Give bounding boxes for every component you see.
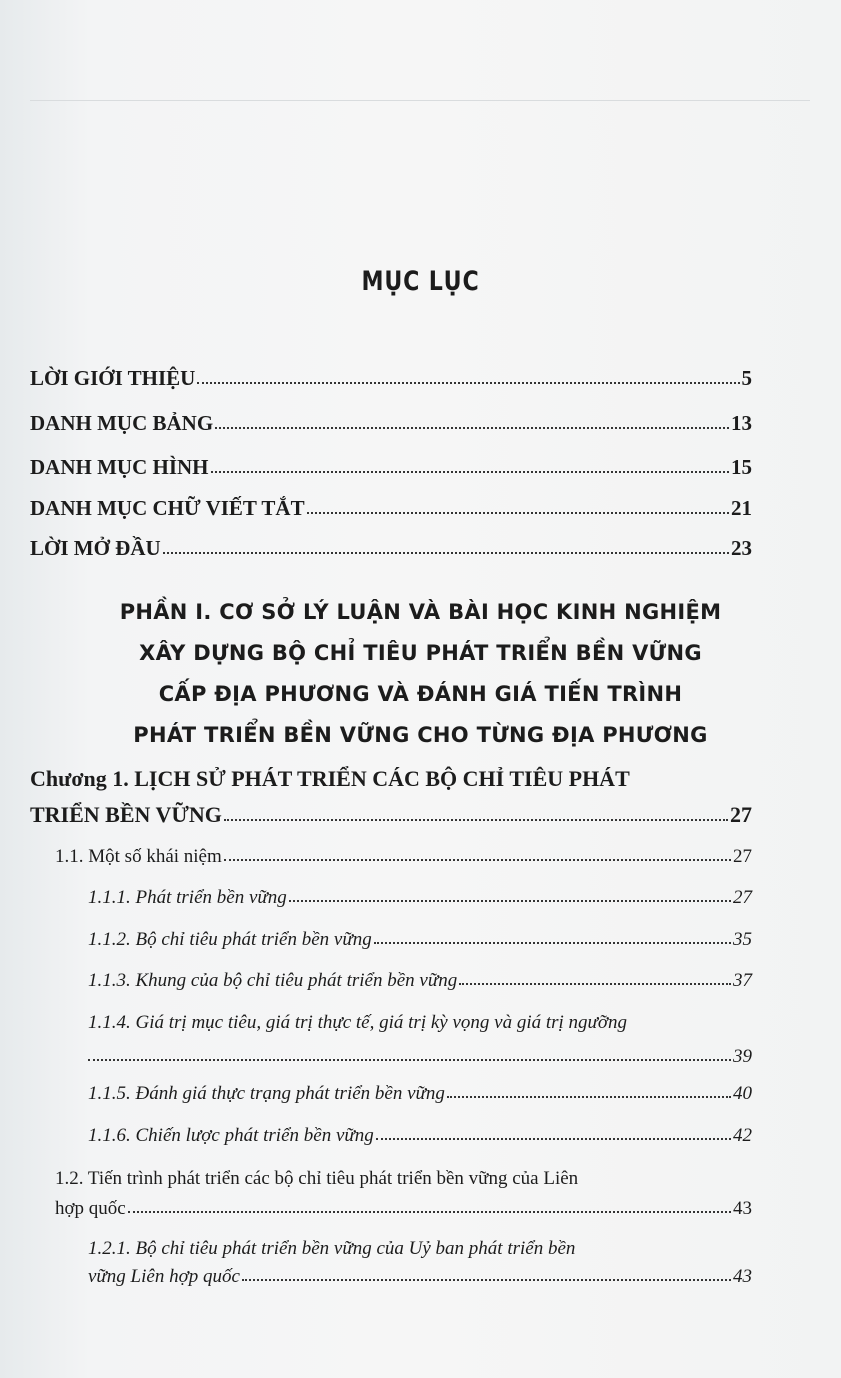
toc-entry-subsection[interactable] bbox=[88, 887, 752, 909]
header-rule bbox=[30, 100, 810, 101]
toc-entry[interactable] bbox=[30, 496, 752, 521]
toc-entry-page: 27 bbox=[733, 846, 752, 867]
toc-entry-chapter[interactable] bbox=[30, 802, 752, 828]
toc-entry-label: LỜI MỞ ĐẦU bbox=[30, 536, 161, 560]
toc-entry-subsection[interactable] bbox=[88, 970, 752, 992]
dot-leader bbox=[128, 1211, 731, 1213]
toc-entry-page: 40 bbox=[733, 1083, 752, 1104]
toc-entry-subsection[interactable] bbox=[88, 1083, 752, 1105]
dot-leader bbox=[289, 900, 731, 902]
toc-entry-section[interactable] bbox=[55, 846, 752, 868]
part-heading-line: CẤP ĐỊA PHƯƠNG VÀ ĐÁNH GIÁ TIẾN TRÌNH bbox=[158, 682, 683, 706]
toc-entry-subsection[interactable] bbox=[88, 1266, 752, 1288]
toc-entry-page: 43 bbox=[733, 1266, 752, 1287]
dot-leader bbox=[242, 1279, 731, 1281]
toc-entry-label: DANH MỤC BẢNG bbox=[30, 411, 214, 435]
toc-entry-section-line[interactable]: 1.2. Tiến trình phát triển các bộ chỉ tiêu phát triển bền vững của Liên bbox=[55, 1168, 579, 1189]
toc-entry-section[interactable] bbox=[55, 1198, 752, 1220]
toc-entry-subsection[interactable] bbox=[88, 1125, 752, 1147]
toc-entry[interactable] bbox=[30, 455, 752, 480]
dot-leader bbox=[376, 1138, 731, 1140]
dot-leader bbox=[307, 512, 729, 514]
toc-entry-page: 23 bbox=[731, 536, 752, 560]
part-heading-line: PHÁT TRIỂN BỀN VỮNG CHO TỪNG ĐỊA PHƯƠNG bbox=[133, 723, 708, 747]
dot-leader bbox=[88, 1059, 731, 1061]
dot-leader bbox=[224, 819, 728, 821]
dot-leader bbox=[447, 1096, 731, 1098]
dot-leader bbox=[224, 859, 731, 861]
toc-entry-page: 42 bbox=[733, 1125, 752, 1146]
toc-entry-subsection[interactable] bbox=[88, 1046, 752, 1068]
toc-entry-label: 1.1.3. Khung của bộ chỉ tiêu phát triển bền vững bbox=[88, 970, 458, 991]
toc-entry-page: 5 bbox=[741, 366, 752, 390]
toc-entry-label: 1.1.5. Đánh giá thực trạng phát triển bền vững bbox=[88, 1083, 445, 1104]
toc-entry-subsection[interactable] bbox=[88, 929, 752, 951]
toc-entry-label: LỜI GIỚI THIỆU bbox=[30, 366, 196, 390]
dot-leader bbox=[459, 983, 731, 985]
toc-entry-label: DANH MỤC CHỮ VIẾT TẮT bbox=[30, 496, 305, 520]
toc-entry-page: 13 bbox=[731, 411, 752, 435]
toc-entry-page: 35 bbox=[733, 929, 752, 950]
toc-entry[interactable] bbox=[30, 366, 752, 391]
toc-entry-page: 27 bbox=[733, 887, 752, 908]
toc-entry-page: 37 bbox=[733, 970, 752, 991]
toc-entry-label: 1.1.6. Chiến lược phát triển bền vững bbox=[88, 1125, 374, 1146]
page-title: MỤC LỤC bbox=[361, 266, 480, 297]
dot-leader bbox=[211, 471, 730, 473]
part-heading-line: XÂY DỰNG BỘ CHỈ TIÊU PHÁT TRIỂN BỀN VỮNG bbox=[139, 641, 702, 665]
toc-entry-page: 21 bbox=[731, 496, 752, 520]
toc-entry-label: hợp quốc bbox=[55, 1198, 126, 1219]
toc-entry-subsection-line[interactable]: 1.1.4. Giá trị mục tiêu, giá trị thực tế, giá trị kỳ vọng và giá trị ngưỡng bbox=[88, 1012, 628, 1033]
toc-entry[interactable] bbox=[30, 536, 752, 561]
dot-leader bbox=[215, 427, 729, 429]
toc-entry-label: 1.1.1. Phát triển bền vững bbox=[88, 887, 287, 908]
toc-entry-label: TRIỂN BỀN VỮNG bbox=[30, 802, 222, 827]
toc-entry[interactable] bbox=[30, 411, 752, 436]
toc-entry-label: 1.1.2. Bộ chỉ tiêu phát triển bền vững bbox=[88, 929, 372, 950]
dot-leader bbox=[197, 382, 739, 384]
toc-entry-page: 15 bbox=[731, 455, 752, 479]
dot-leader bbox=[163, 552, 729, 554]
dot-leader bbox=[374, 942, 731, 944]
toc-entry-subsection-line[interactable]: 1.2.1. Bộ chỉ tiêu phát triển bền vững của Uỷ ban phát triển bền bbox=[88, 1238, 576, 1259]
part-heading-line: PHẦN I. CƠ SỞ LÝ LUẬN VÀ BÀI HỌC KINH NGHIỆM bbox=[119, 600, 722, 624]
chapter-heading-line[interactable]: Chương 1. LỊCH SỬ PHÁT TRIỂN CÁC BỘ CHỈ TIÊU PHÁT bbox=[30, 766, 630, 791]
toc-entry-page: 27 bbox=[730, 802, 752, 827]
toc-entry-page: 39 bbox=[733, 1046, 752, 1067]
toc-entry-label: vững Liên hợp quốc bbox=[88, 1266, 240, 1287]
toc-entry-label: 1.1. Một số khái niệm bbox=[55, 846, 222, 867]
toc-entry-label: DANH MỤC HÌNH bbox=[30, 455, 209, 479]
toc-entry-page: 43 bbox=[733, 1198, 752, 1219]
